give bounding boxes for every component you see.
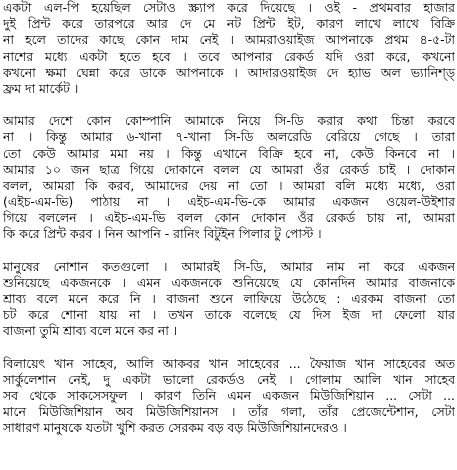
text-line: মানে মিউজিশিয়ান অব মিউজিশিয়ানস । তাঁর গলা, তাঁর প্রেজেন্টেশান, সেটা [3, 404, 455, 420]
text-line: সাধারণ মানুষকে যতটা খুশি করত সেরকম বড় বড় মিউজিশিয়ানদেরও । [3, 420, 347, 436]
paragraph-4 [3, 356, 455, 437]
text-line: আমার দেশে কোন কোম্পানি আমাকে নিয়ে সি-ডি করার কথা চিন্তা করবে [3, 113, 455, 129]
text-line: সার্কুলেশান নেই, দু একটা ভালো রেকর্ডও নেই । গোলাম আলি খান সাহেব [3, 371, 455, 387]
text-line: বলল, আমরা কি করব, আমাদের দেয় না তো । আমরা বলি মধ্যে মধ্যে, ওরা [3, 177, 455, 193]
paragraph-2 [3, 113, 455, 243]
text-line: দুই প্রিন্ট করে তারপরে আর দে মে নট প্রিন্ট ইট, কারণ লাখে লাখে বিক্রি [3, 16, 455, 32]
text-line: বিলায়েৎ খান সাহেব, আলি আকবর খান সাহেবের ... ফৈয়াজ খান সাহেবের অত [3, 355, 455, 371]
text-line: চট করে শোনা যায় না । তখন তাকে বলেছে যে দিস ইজ দা ফেলো যার [3, 307, 455, 323]
paragraph-1 [3, 0, 455, 97]
text-line: মানুষের নোশান কতগুলো । আমারই সি-ডি, আমার নাম না করে একজন [3, 258, 455, 274]
text-line: বাজনা তুমি শ্রাব্য বলে মনে কর না । [3, 323, 178, 339]
text-line: কখনো ক্ষমা ঘেন্না করে ডাকে আপনাকে । আদারওয়াইজ দে হ্যাভ অল ভ্যানিশ্ড্ [3, 64, 455, 80]
text-line: না হলে তাদের কাছে কোন দাম নেই । আমরাওয়াইজ আপনাকে প্রথম ৪-৫-টা [3, 32, 455, 48]
text-line: ফ্রম দা মার্কেট । [3, 80, 79, 96]
text-line: সব থেকে সাকসেসফুল । কারণ তিনি এমন একজন মিউজিশিয়ান ... সেটা ... [3, 387, 455, 403]
paragraph-gap [3, 97, 455, 113]
text-line: (এইচ-এম-ভি) পাঠায় না । এইচ-এম-ভি-কে আমার একজন ওয়েল-উইশার [3, 194, 455, 210]
text-line: গিয়ে বললেন । এইচ-এম-ভি বলল কোন দোকান ওঁর রেকর্ড চায় না, আমরা [3, 210, 455, 226]
text-line: শুনিয়েছে একজনকে । এমন একজনকে শুনিয়েছে যে কোনদিন আমার বাজনাকে [3, 274, 455, 290]
text-line: না । কিন্তু আমার ৬-খানা ৭-খানা সি-ডি অলরেডি বেরিয়ে গেছে । তারা [3, 129, 455, 145]
text-line: তো কেউ আমার মমা নয় । কিন্তু এখানে বিক্রি হবে না, কেউ কিনবে না । [3, 145, 455, 161]
text-line: নাশের মধ্যে একটা হতে হবে । তবে আপনার রেকর্ড যদি ওরা করে, কখনো [3, 48, 455, 64]
text-line: কি করে প্রিন্ট করব । নিন আপনি - রানিং বিটুইন পিলার টু পোস্ট । [3, 226, 322, 242]
paragraph-gap [3, 340, 455, 356]
paragraph-3 [3, 259, 455, 340]
paragraph-gap [3, 243, 455, 259]
text-line: আমার ১০ জন ছাত্র গিয়ে দোকানে বলল যে আমরা ওঁর রেকর্ড চাই । দোকান [3, 161, 455, 177]
text-line: একটা এল-পি হয়েছিল সেটাও স্ক্র্যাপ করে দিয়েছে । ওই - প্রথমবার হাজার [3, 0, 455, 15]
text-line: শ্রাব্য বলে মনে করে নি । বাজনা শুনে লাফিয়ে উঠেছে : এরকম বাজনা তো [3, 291, 455, 306]
